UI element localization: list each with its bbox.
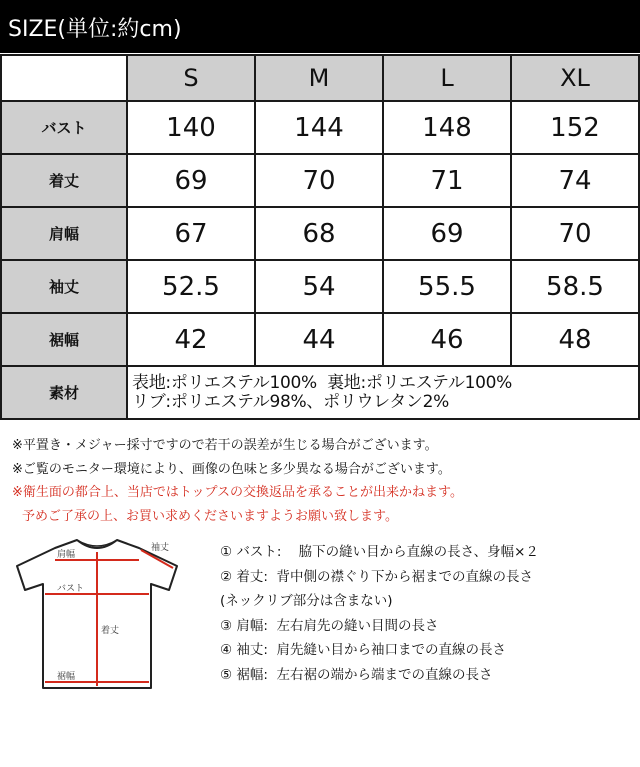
table-cell: 42 [127,313,255,366]
table-cell: 67 [127,207,255,260]
table-cell: 69 [383,207,511,260]
size-header-l: L [383,55,511,101]
measurement-legend [220,540,539,687]
table-row [1,313,639,366]
legend-bust: ① バスト: 脇下の縫い目から直線の長さ、身幅×２ [220,544,539,560]
legend-hem: ⑤ 裾幅: 左右裾の端から端までの直線の長さ [220,666,493,683]
table-header-row [1,55,639,101]
table-cell: 52.5 [127,260,255,313]
table-cell: 74 [511,154,639,207]
row-label-material: 素材 [1,366,127,419]
size-header-xl: XL [511,55,639,101]
table-cell: 46 [383,313,511,366]
table-cell: 68 [255,207,383,260]
material-line-2: リブ:ポリエステル98%、ポリウレタン2% [132,391,449,412]
table-cell: 48 [511,313,639,366]
legend-length: ② 着丈: 背中側の襟ぐり下から裾までの直線の長さ [220,568,534,585]
size-header-s: S [127,55,255,101]
size-header-m: M [255,55,383,101]
table-row [1,101,639,154]
note-measurement: ※平置き・メジャー採寸ですので若干の誤差が生じる場合がございます。 [12,438,438,453]
table-cell: 44 [255,313,383,366]
material-cell [127,366,639,419]
notice-hygiene: ※衛生面の都合上、当店ではトップスの交換返品を承ることが出来かねます。 [12,485,463,500]
diagram-label-sleeve: 袖丈 [151,543,170,553]
table-cell: 70 [255,154,383,207]
table-row [1,207,639,260]
table-cell: 148 [383,101,511,154]
row-label-shoulder: 肩幅 [1,207,127,260]
legend-length-note: (ネックリブ部分は含まない) [220,593,393,609]
table-cell: 71 [383,154,511,207]
table-row [1,260,639,313]
row-label-hem: 裾幅 [1,313,127,366]
material-row [1,366,639,419]
legend-sleeve: ④ 袖丈: 肩先縫い目から袖口までの直線の長さ [220,642,507,658]
row-label-bust: バスト [1,101,127,154]
row-label-sleeve: 袖丈 [1,260,127,313]
table-cell: 144 [255,101,383,154]
notice-thanks: 予めご了承の上、お買い求めくださいますようお願い致します。 [22,508,398,524]
table-cell: 140 [127,101,255,154]
table-cell: 69 [127,154,255,207]
table-cell: 70 [511,207,639,260]
table-cell: 54 [255,260,383,313]
tshirt-measurement-diagram [15,530,195,700]
title-bar [0,0,640,53]
size-table [0,54,640,420]
note-monitor: ※ご覧のモニター環境により、画像の色味と多少異なる場合がございます。 [12,461,451,477]
table-row [1,154,639,207]
diagram-label-bust: バスト [57,584,85,594]
material-line-1: 表地:ポリエステル100% 裏地:ポリエステル100% [132,372,513,393]
table-cell: 58.5 [511,260,639,313]
legend-shoulder: ③ 肩幅: 左右肩先の縫い目間の長さ [220,617,439,634]
notes [12,434,463,528]
row-label-length: 着丈 [1,154,127,207]
table-corner-cell [1,55,127,101]
diagram-label-length: 着丈 [101,626,120,636]
diagram-label-shoulder: 肩幅 [57,550,76,560]
table-cell: 152 [511,101,639,154]
table-cell: 55.5 [383,260,511,313]
page-title: SIZE(単位:約cm) [8,17,182,42]
diagram-label-hem: 裾幅 [57,672,76,682]
